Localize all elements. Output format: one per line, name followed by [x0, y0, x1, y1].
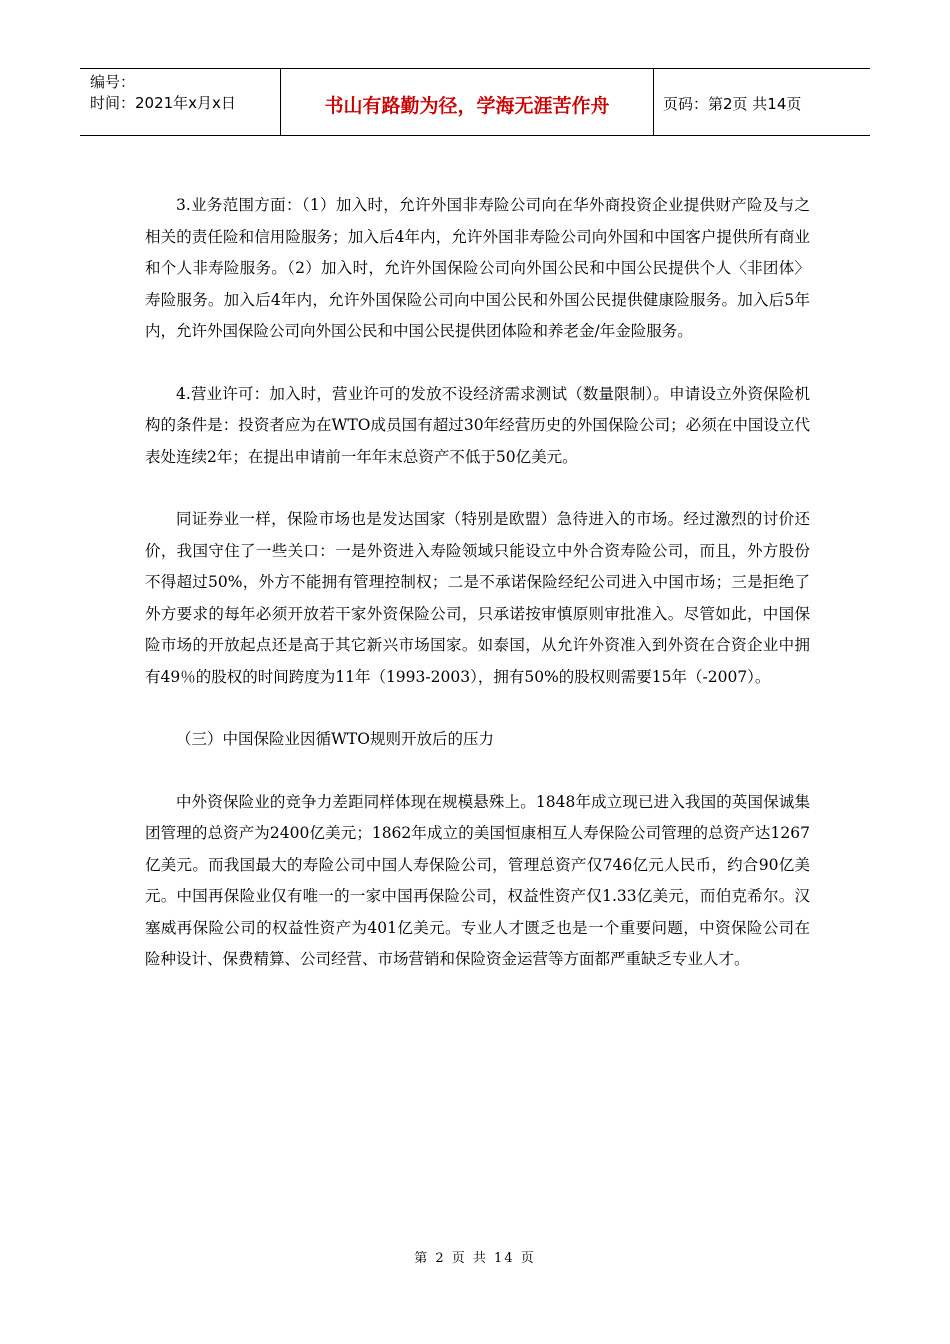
- page-header: [80, 68, 870, 136]
- paragraph-market-opening: 同证券业一样，保险市场也是发达国家（特别是欧盟）急待进入的市场。经过激烈的讨价还价，我国守住了一些关口：一是外资进入寿险领域只能设立中外合资寿险公司，而且，外方股份不得超过50%，外方不能拥有管理控制权；二是不承诺保险经纪公司进入中国市场；三是拒绝了外方要求的每年必须开放若干家外资保险公司，只承诺按审慎原则审批准入。尽管如此，中国保险市场的开放起点还是高于其它新兴市场国家。如泰国，从允许外资准入到外资在合资企业中拥有49％的股权的时间跨度为11年（1993-2003），拥有50%的股权则需要15年（-2007）。: [145, 510, 810, 686]
- paragraph-business-scope: 3.业务范围方面：（1）加入时，允许外国非寿险公司向在华外商投资企业提供财产险及与之相关的责任险和信用险服务；加入后4年内，允许外国非寿险公司向外国和中国客户提供所有商业和个人非寿险服务。（2）加入时，允许外国保险公司向外国公民和中国公民提供个人〈非团体〉寿险服务。加入后4年内，允许外国保险公司向中国公民和外国公民提供健康险服务。加入后5年内，允许外国保险公司向外国公民和中国公民提供团体险和养老金/年金险服务。: [145, 196, 810, 340]
- date-line: 时间：2021年x月x日: [90, 94, 236, 112]
- document-body: [145, 190, 810, 976]
- paragraph-competitiveness-gap: 中外资保险业的竞争力差距同样体现在规模悬殊上。1848年成立现已进入我国的英国保诚集团管理的总资产为2400亿美元；1862年成立的美国恒康相互人寿保险公司管理的总资产达1267亿美元。而我国最大的寿险公司中国人寿保险公司，管理总资产仅746亿元人民币，约合90亿美元。中国再保险业仅有唯一的一家中国再保险公司，权益性资产仅1.33亿美元，而伯克希尔。汉塞威再保险公司的权益性资产为401亿美元。专业人才匮乏也是一个重要问题，中资保险公司在险种设计、保费精算、公司经营、市场营销和保险资金运营等方面都严重缺乏专业人才。: [145, 792, 810, 968]
- header-page-info: 页码：第2页 共14页: [663, 94, 802, 113]
- section-heading: （三）中国保险业因循WTO规则开放后的压力: [176, 730, 494, 748]
- serial-label: 编号：: [90, 73, 136, 91]
- header-motto: 书山有路勤为径，学海无涯苦作舟: [281, 69, 654, 135]
- header-meta: [80, 69, 281, 135]
- page-footer: 第 2 页 共 14 页: [414, 1251, 536, 1266]
- paragraph-business-license: 4.营业许可：加入时，营业许可的发放不设经济需求测试（数量限制）。申请设立外资保险机构的条件是：投资者应为在WTO成员国有超过30年经营历史的外国保险公司；必须在中国设立代表处连续2年；在提出申请前一年年末总资产不低于50亿美元。: [145, 384, 810, 466]
